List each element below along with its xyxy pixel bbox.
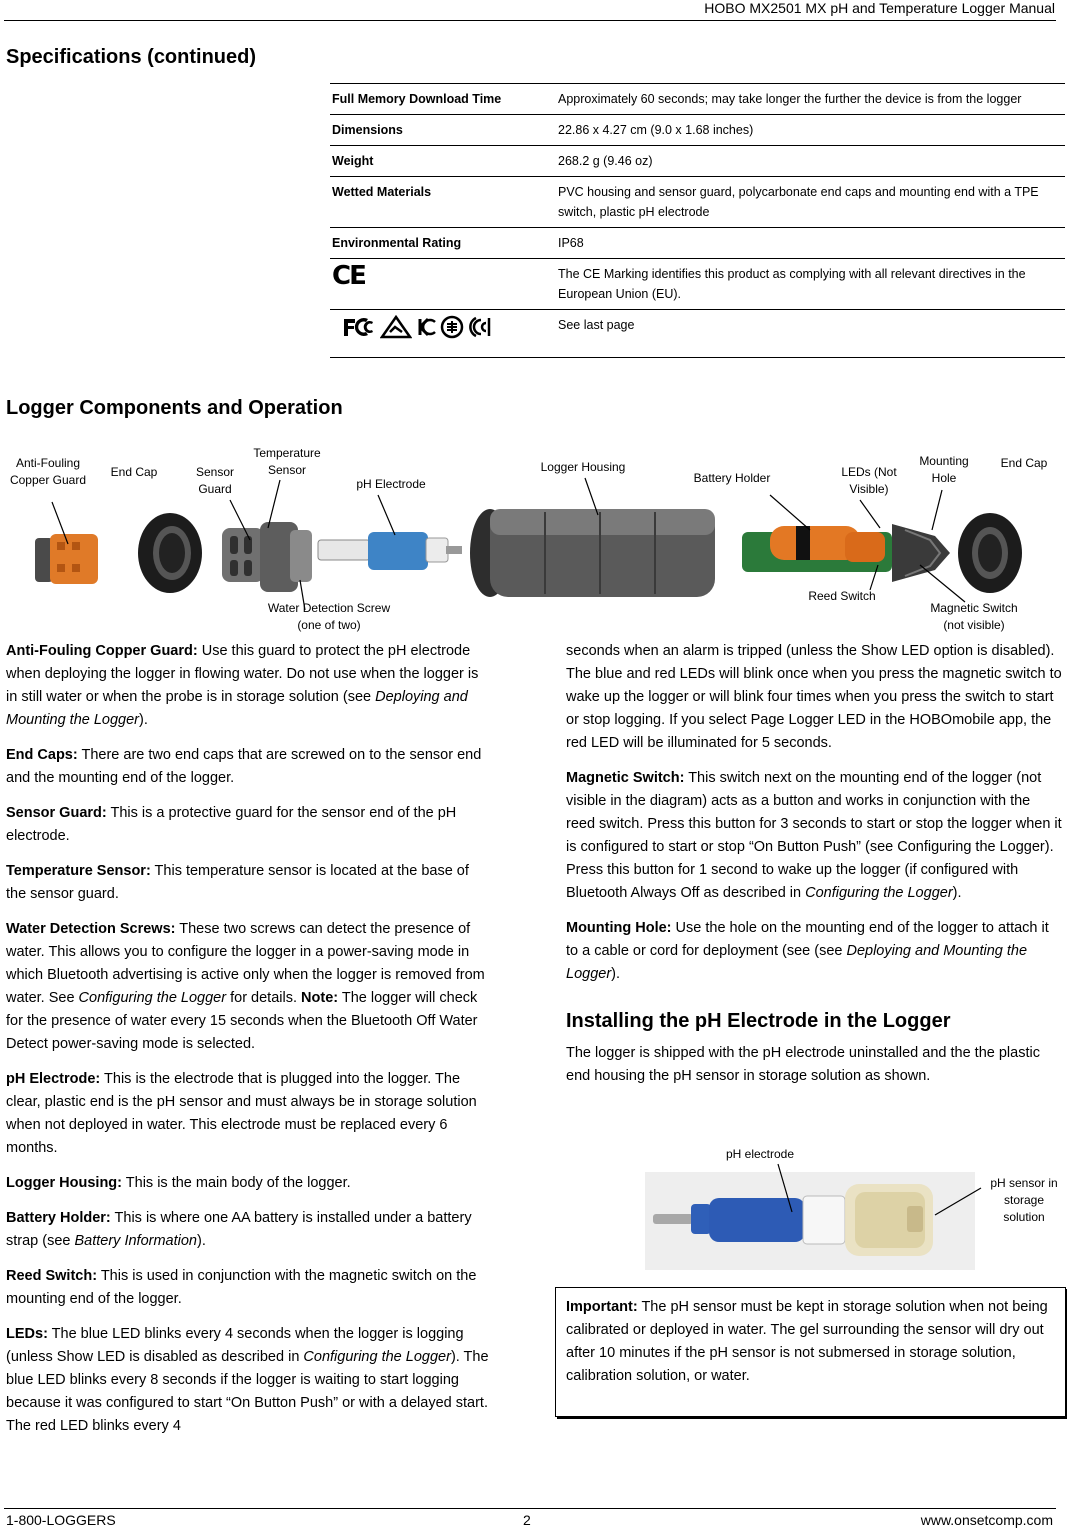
reed-switch-paragraph: Reed Switch: This is used in conjunction with the magnetic switch on the mounting end of the logger. (6, 1268, 477, 1307)
label-mounting-hole: Mounting Hole (919, 454, 969, 485)
label-end-cap-left: End Cap (110, 465, 158, 479)
leds-paragraph: LEDs: The blue LED blinks every 4 seconds when the logger is logging (unless Show LED is disabled as described in Configuring the Logger). The blue LED blinks every 8 seconds if the logger is waiting to start logging because it was configured to start “On Button Push” or with a delayed start. The red LED blinks every 4 (6, 1326, 489, 1434)
label-end-cap-right: End Cap (1000, 456, 1048, 470)
label-battery-holder: Battery Holder (693, 471, 771, 485)
anti-fouling-paragraph: Anti-Fouling Copper Guard: Use this guard to protect the pH electrode when deploying the logger in flowing water. Do not use when the logger is in still water or when the probe is in storage solution (see Deploying and Mounting the Logger). (6, 643, 479, 728)
spec-key: Full Memory Download Time (330, 84, 556, 115)
left-column (6, 640, 492, 1450)
spec-key: Wetted Materials (330, 177, 556, 228)
rcm-icon (380, 315, 412, 339)
label-anti-fouling-guard: Anti-Fouling Copper Guard (9, 456, 87, 487)
footer-phone: 1-800-LOGGERS (6, 1512, 116, 1528)
ph-electrode-paragraph: pH Electrode: This is the electrode that is plugged into the logger. The clear, plastic end is the pH sensor and must always be in storage solution when not deployed in water. This electrode must be replaced every 6 months. (6, 1071, 477, 1156)
label-ph-electrode: pH Electrode (356, 477, 426, 491)
battery-holder-paragraph: Battery Holder: This is where one AA battery is installed under a battery strap (see Battery Information). (6, 1210, 472, 1249)
battery-holder-shape (742, 526, 892, 572)
spec-value: 22.86 x 4.27 cm (9.0 x 1.68 inches) (556, 115, 1065, 146)
ce-mark-icon: CE (332, 261, 365, 291)
label-magnetic-switch: Magnetic Switch (not visible) (930, 601, 1018, 632)
mounting-hole-paragraph: Mounting Hole: Use the hole on the mounting end of the logger to attach it to a cable or cord for deployment (see (see Deploying and Mounting the Logger). (566, 920, 1049, 982)
sensor-guard-shape (222, 522, 312, 592)
table-row (330, 146, 1065, 177)
header-divider (4, 20, 1056, 21)
logger-housing-paragraph: Logger Housing: This is the main body of the logger. (6, 1175, 351, 1191)
anatel-icon (468, 315, 492, 339)
temperature-sensor-paragraph: Temperature Sensor: This temperature sensor is located at the base of the sensor guard. (6, 863, 469, 902)
label-leds: LEDs (Not Visible) (841, 465, 897, 496)
ph-electrode-illustration (645, 1172, 975, 1270)
spec-value: Approximately 60 seconds; may take longer the further the device is from the logger (556, 84, 1065, 115)
water-detection-paragraph: Water Detection Screws: These two screws can detect the presence of water. This allows you to configure the logger in a power-saving mode in which Bluetooth advertising is active only when the logger is removed from water. See Configuring the Logger for details. Note: The logger will check for the presence of water every 15 seconds when the Bluetooth Off Water Detect power-saving mode is selected. (6, 921, 485, 1052)
spec-key: Dimensions (330, 115, 556, 146)
spec-key: Weight (330, 146, 556, 177)
footer-divider (4, 1508, 1056, 1509)
footer-url: www.onsetcomp.com (920, 1512, 1053, 1528)
install-paragraph: The logger is shipped with the pH electrode uninstalled and the the plastic end housing the pH sensor in storage solution as shown. (566, 1045, 1040, 1084)
label-water-detection-screw: Water Detection Screw (one of two) (267, 601, 391, 632)
important-note-box (555, 1287, 1066, 1417)
end-caps-paragraph: End Caps: There are two end caps that are screwed on to the sensor end and the mounting end of the logger. (6, 747, 482, 786)
install-heading: Installing the pH Electrode in the Logger (566, 1010, 951, 1032)
specifications-table (330, 83, 1065, 358)
label-sensor-guard: Sensor Guard (195, 465, 235, 496)
table-row (330, 84, 1065, 115)
mounting-end-shape (892, 524, 950, 582)
label-reed-switch: Reed Switch (808, 589, 876, 603)
components-heading: Logger Components and Operation (6, 397, 343, 419)
table-row (330, 259, 1065, 310)
table-row (330, 115, 1065, 146)
photo-label-ph-sensor: pH sensor in storage solution (990, 1176, 1058, 1224)
label-logger-housing: Logger Housing (540, 460, 626, 474)
table-row (330, 177, 1065, 228)
components-diagram (0, 440, 1067, 640)
label-temperature-sensor: Temperature Sensor (253, 446, 321, 477)
sensor-guard-paragraph: Sensor Guard: This is a protective guard for the sensor end of the pH electrode. (6, 805, 457, 844)
photo-label-ph-electrode: pH electrode (725, 1147, 795, 1161)
spec-value: PVC housing and sensor guard, polycarbonate end caps and mounting end with a TPE switch, plastic pH electrode (556, 177, 1065, 228)
important-text: The pH sensor must be kept in storage solution when not being calibrated or deployed in water. The gel surrounding the sensor will dry out after 10 minutes if the pH sensor is not submersed in storage solution, calibration solution, or water. (566, 1299, 1048, 1384)
spec-key: Environmental Rating (330, 228, 556, 259)
logger-housing-shape (470, 509, 715, 597)
right-column (566, 640, 1062, 1100)
table-row (330, 310, 1065, 358)
ph-electrode-photo (645, 1172, 975, 1270)
spec-value: IP68 (556, 228, 1065, 259)
magnetic-switch-paragraph: Magnetic Switch: This switch next on the mounting end of the logger (not visible in the diagram) acts as a button and works in conjunction with the reed switch. Press this button for 3 seconds to start or stop the logger when it is configured to start or stop “On Button Push” (see Configuring the Logger). Press this button for 1 second to wake up the logger (if configured with Bluetooth Always Off as described in Configuring the Logger). (566, 770, 1062, 901)
table-row (330, 228, 1065, 259)
footer-page-number: 2 (523, 1512, 531, 1528)
specifications-heading: Specifications (continued) (6, 46, 257, 68)
certification-icons (332, 315, 556, 339)
document-title: HOBO MX2501 MX pH and Temperature Logger Manual (704, 0, 1055, 16)
leds-continued-paragraph: seconds when an alarm is tripped (unless the Show LED option is disabled). The blue and red LEDs will blink once when you press the magnetic switch to wake up the logger or will blink four times when you press the switch to start or stop logging. If you select Page Logger LED in the HOBOmobile app, the red LED will be illuminated for 5 seconds. (566, 643, 1062, 751)
spec-value: 268.2 g (9.46 oz) (556, 146, 1065, 177)
ccc-icon (440, 315, 464, 339)
fcc-icon (342, 316, 376, 338)
end-cap-left-shape (138, 513, 202, 593)
important-label: Important: (566, 1299, 638, 1315)
ce-description: The CE Marking identifies this product as complying with all relevant directives in the European Union (EU). (556, 259, 1065, 310)
cert-description: See last page (556, 310, 1065, 358)
kc-icon (416, 316, 436, 338)
end-cap-right-shape (958, 513, 1022, 593)
ph-electrode-shape (318, 532, 462, 570)
